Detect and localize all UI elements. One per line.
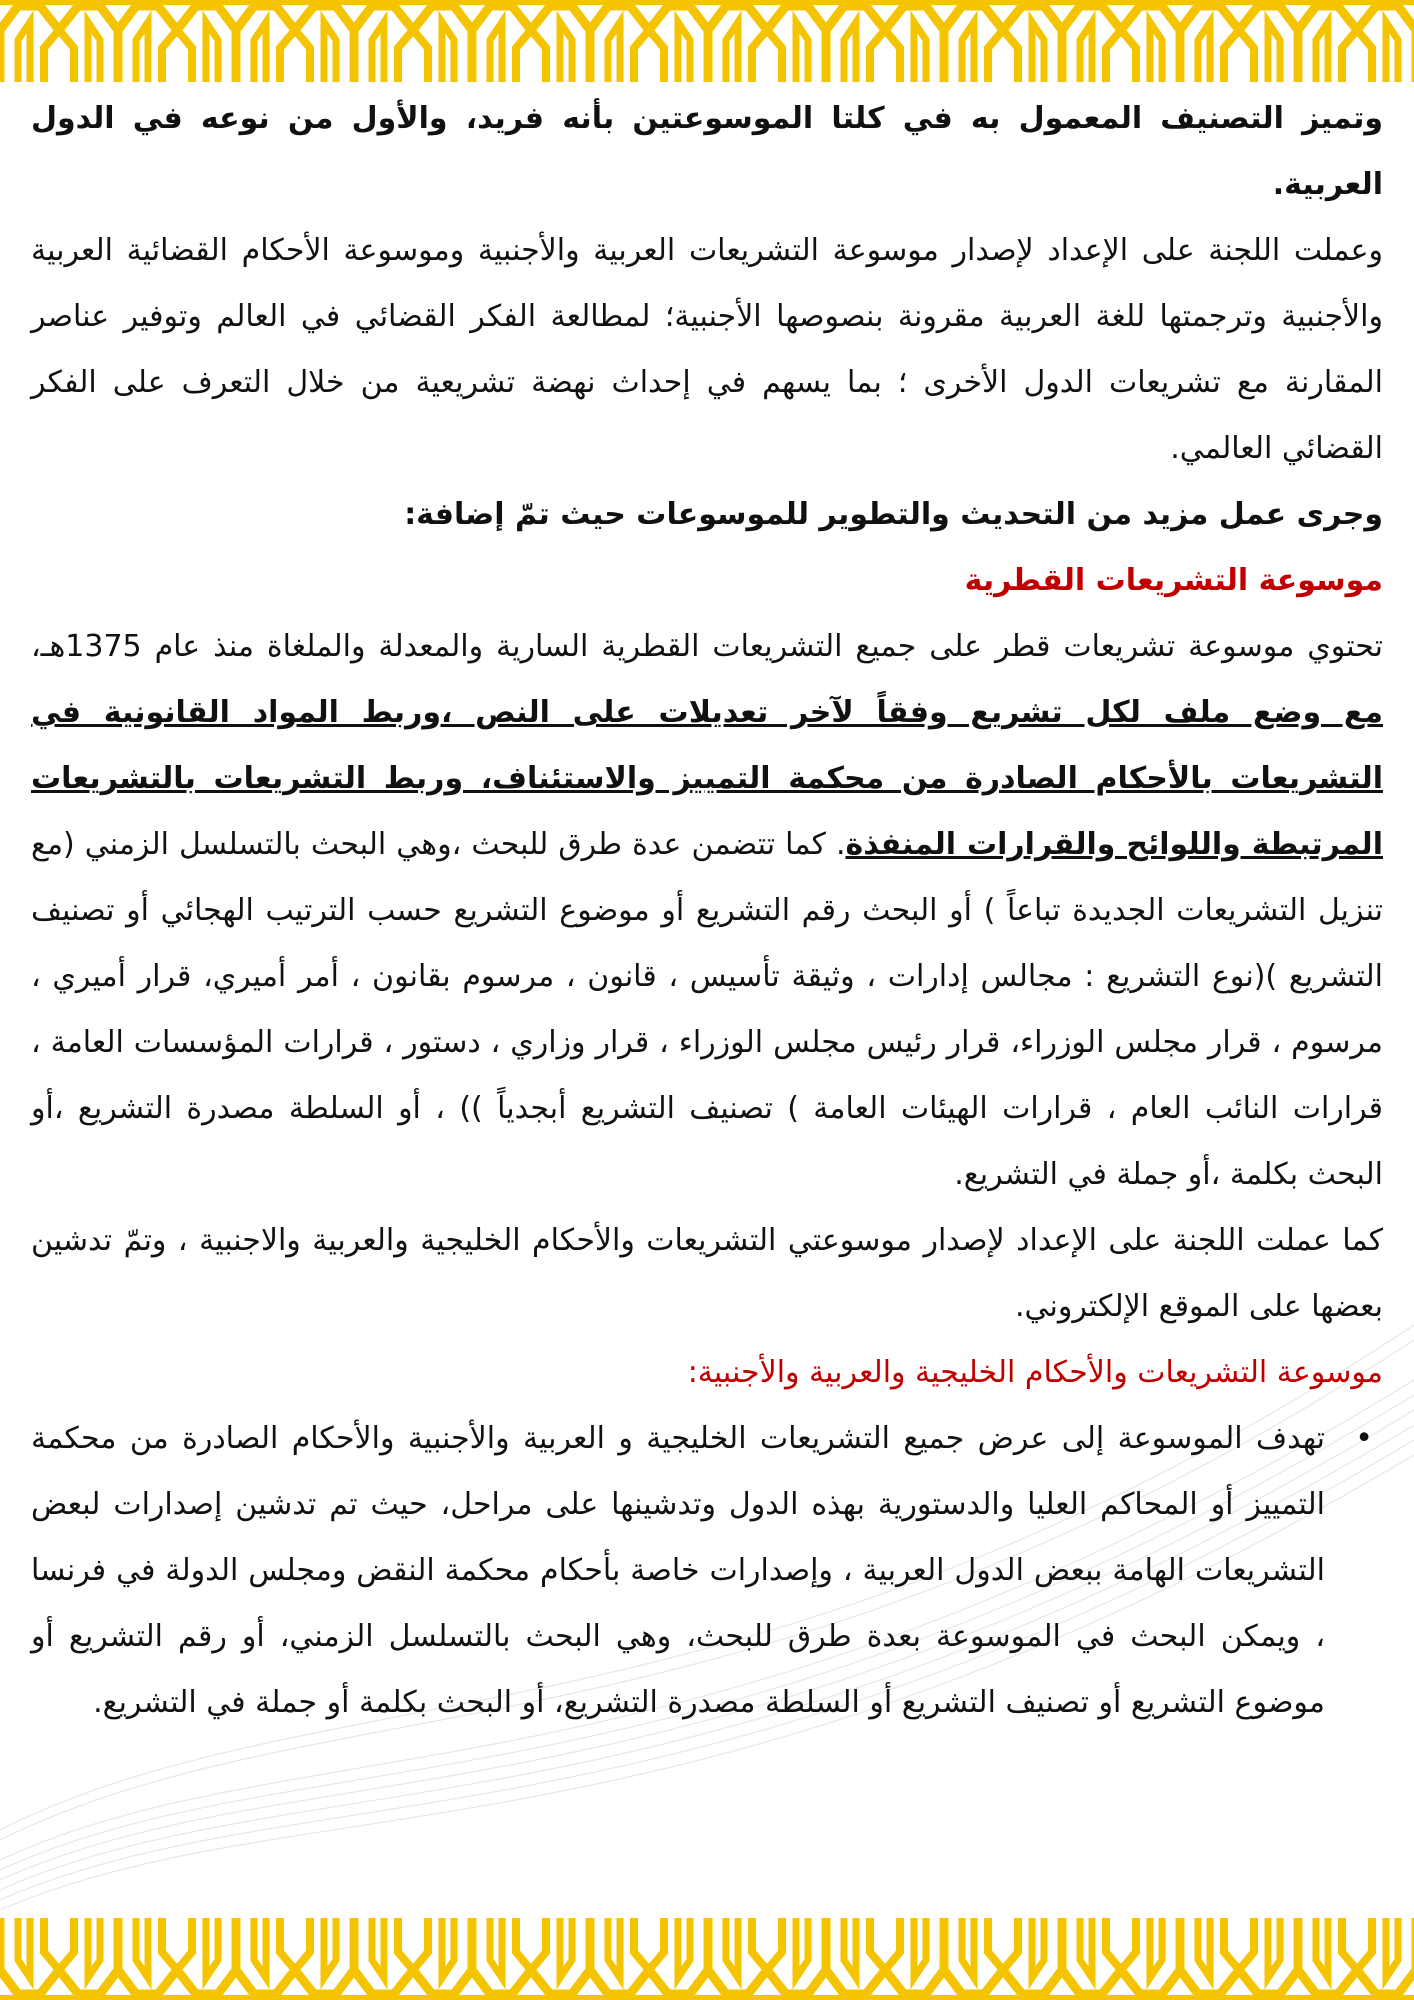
qatar-text-underlined: مع وضع ملف لكل تشريع وفقاً لآخر تعديلات على النص ،وربط المواد القانونية في التشريعات بالأحكام الصادرة من محكمة التمييز والاستئناف، وربط التشريعات بالتشريعات المرتبطة واللوائح والقرارات المنفذة — [31, 695, 1383, 862]
heading-qatar-encyclopedia: موسوعة التشريعات القطرية — [964, 563, 1383, 598]
heading-gulf-encyclopedia: موسوعة التشريعات والأحكام الخليجية والعربية والأجنبية: — [687, 1355, 1383, 1390]
paragraph-committee-work: وعملت اللجنة على الإعداد لإصدار موسوعة التشريعات العربية والأجنبية وموسوعة الأحكام القضائية العربية والأجنبية وترجمتها للغة العربية مقرونة بنصوصها الأجنبية؛ لمطالعة الفكر القضائي في العالم وتوفير عناصر المقارنة مع تشريعات الدول الأخرى ؛ بما يسهم في إحداث نهضة تشريعية من خلال التعرف على الفكر القضائي العالمي. — [31, 233, 1383, 466]
list-item-text: تهدف الموسوعة إلى عرض جميع التشريعات الخليجية و العربية والأجنبية والأحكام الصادرة من محكمة التمييز أو المحاكم العليا والدستورية بهذه الدول وتدشينها على مراحل، حيث تم تدشين إصدارات لبعض التشريعات الهامة ببعض الدول العربية ، وإصدارات خاصة بأحكام محكمة النقض ومجلس الدولة في فرنسا ، ويمكن البحث في الموسوعة بعدة طرق للبحث، وهي البحث بالتسلسل الزمني، أو رقم التشريع أو موضوع التشريع أو تصنيف التشريع أو السلطة مصدرة التشريع، أو البحث بكلمة أو جملة في التشريع. — [31, 1421, 1325, 1720]
paragraph-qatar-encyclopedia — [31, 614, 1383, 1208]
paragraph-classification: وتميز التصنيف المعمول به في كلتا الموسوعتين بأنه فريد، والأول من نوعه في الدول العربية. — [31, 101, 1383, 202]
paragraph-gulf-encyclopedias: كما عملت اللجنة على الإعداد لإصدار موسوعتي التشريعات والأحكام الخليجية والعربية والاجنبية ، وتمّ تدشين بعضها على الموقع الإلكتروني. — [31, 1223, 1383, 1324]
bullet-icon: • — [1355, 1421, 1373, 1456]
paragraph-updates: وجرى عمل مزيد من التحديث والتطوير للموسوعات حيث تمّ إضافة: — [404, 497, 1383, 532]
list-item — [31, 1406, 1383, 1736]
qatar-text-search-methods: . كما تتضمن عدة طرق للبحث ،وهي البحث بالتسلسل الزمني (مع تنزيل التشريعات الجديدة تباعاً ) أو البحث رقم التشريع أو موضوع التشريع حسب الترتيب الهجائي أو تصنيف التشريع )(نوع التشريع : مجالس إدارات ، وثيقة تأسيس ، قانون ، مرسوم بقانون ، أمر أميري، قرار أميري ، مرسوم ، قرار مجلس الوزراء، قرار رئيس مجلس الوزراء ، قرار وزاري ، دستور ، قرارات المؤسسات العامة ، قرارات النائب العام ، قرارات الهيئات العامة ) تصنيف التشريع أبجدياً )) ، أو السلطة مصدرة التشريع ،أو البحث بكلمة ،أو جملة في التشريع. — [31, 827, 1383, 1192]
qatar-text-intro: تحتوي موسوعة تشريعات قطر على جميع التشريعات القطرية السارية والمعدلة والملغاة منذ عام 1375هـ، — [31, 629, 1383, 664]
document-body — [31, 86, 1383, 1736]
bullet-list — [31, 1406, 1383, 1736]
top-decorative-border — [0, 0, 1414, 82]
bottom-decorative-border — [0, 1918, 1414, 2000]
